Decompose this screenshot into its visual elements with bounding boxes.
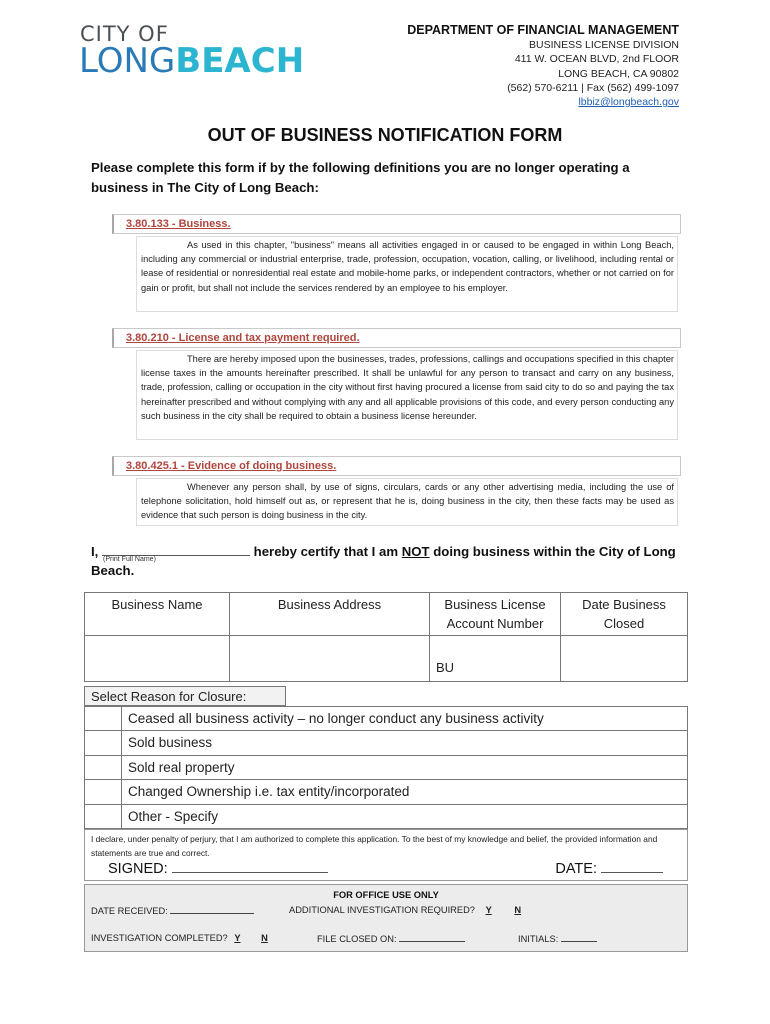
- additional-investigation: [289, 905, 521, 915]
- table-row: [85, 636, 688, 682]
- section-title: 3.80.210 - License and tax payment required.: [126, 332, 360, 344]
- phone-fax: (562) 570-6211 | Fax (562) 499-1097: [507, 81, 679, 94]
- closure-reason-list: [84, 706, 688, 829]
- section-text: As used in this chapter, "business" means all activities engaged in or caused to be engaged in within Long Beach, including any commercial or industrial enterprise, trade, profession, occupation, vocation, calling, or livelihood, including rental or lease of residential or nonresidential real estate and mobile-home parks, or independent contractors, whether or not carried on for gain or profit, but shall not include the services rendered by an employee to his employer.: [141, 240, 674, 293]
- additional-investigation-label: ADDITIONAL INVESTIGATION REQUIRED?: [289, 905, 475, 915]
- signature-field[interactable]: [172, 860, 328, 873]
- yes-option[interactable]: Y: [485, 905, 492, 915]
- cert-prefix: I,: [91, 544, 99, 559]
- initials-field[interactable]: [561, 933, 597, 942]
- logo-city-of: CITY OF: [80, 22, 169, 46]
- header-business-address: Business Address: [230, 593, 430, 636]
- yes-option[interactable]: Y: [234, 933, 241, 943]
- date-field[interactable]: [601, 860, 663, 873]
- reason-label: Ceased all business activity – no longer conduct any business activity: [128, 711, 544, 726]
- signed-label: SIGNED:: [108, 861, 168, 877]
- city-logo: [79, 41, 305, 81]
- declaration-box: [84, 829, 688, 881]
- reason-checkbox[interactable]: [85, 707, 122, 730]
- signature-section: [108, 860, 328, 877]
- date-received-field[interactable]: [170, 905, 254, 914]
- list-item: [84, 706, 688, 731]
- division-name: BUSINESS LICENSE DIVISION: [529, 39, 679, 52]
- reason-checkbox[interactable]: [85, 756, 122, 779]
- reason-label: Sold business: [128, 735, 213, 751]
- department-header: [407, 23, 679, 109]
- cert-text-before: hereby certify that I am: [253, 544, 399, 559]
- section-heading-evidence: [112, 456, 681, 476]
- date-received: [91, 905, 254, 916]
- no-option[interactable]: N: [514, 905, 522, 915]
- section-text: Whenever any person shall, by use of signs, circulars, cards or any other advertising media, including the use of telephone solicitation, hold himself out as, or represent that he is, doing business in the city, then these facts may be used as evidence that such person is doing business in the city.: [141, 482, 674, 521]
- initials: [518, 933, 597, 944]
- initials-label: INITIALS:: [518, 934, 559, 944]
- closure-reason-label: Select Reason for Closure:: [84, 686, 286, 706]
- reason-label: Sold real property: [128, 759, 235, 775]
- section-body-license: [136, 350, 678, 440]
- reason-checkbox[interactable]: [85, 780, 122, 803]
- list-item: [84, 780, 688, 804]
- declaration-text: I declare, under penalty of perjury, that I am authorized to complete this application. To the best of my knowledge and belief, the provided information and statements are true and correct.: [91, 834, 658, 858]
- list-item: [84, 756, 688, 780]
- header-business-name: Business Name: [85, 593, 230, 636]
- table-header-row: [85, 593, 688, 636]
- section-title: 3.80.133 - Business.: [126, 218, 231, 230]
- office-use-heading: FOR OFFICE USE ONLY: [333, 890, 439, 900]
- logo-long: LONG: [79, 41, 176, 81]
- business-address-field[interactable]: [230, 636, 430, 682]
- address-line-1: 411 W. OCEAN BLVD, 2nd FLOOR: [514, 53, 679, 66]
- list-item: [84, 731, 688, 755]
- investigation-completed: [91, 933, 268, 943]
- cert-not: NOT: [401, 544, 430, 559]
- list-item: [84, 805, 688, 829]
- section-title: 3.80.425.1 - Evidence of doing business.: [126, 460, 337, 472]
- business-name-field[interactable]: [85, 636, 230, 682]
- office-use-box: [84, 884, 688, 952]
- date-section: [555, 860, 663, 877]
- full-name-field[interactable]: [102, 544, 250, 556]
- file-closed-on: [317, 933, 465, 944]
- section-text: There are hereby imposed upon the businesses, trades, professions, callings and occupations specified in this chapter license taxes in the amounts hereinafter prescribed. It shall be unlawful for any person to transact and carry on any business, trade, profession, calling or occupation in the city without first having procured a license from said city to do so and paying the tax hereinafter prescribed and without complying with any and all applicable provisions of this code, and every person conducting any such business in the city shall be required to obtain a business license hereunder.: [141, 354, 674, 421]
- section-body-business: [136, 236, 678, 312]
- date-closed-field[interactable]: [561, 636, 688, 682]
- file-closed-field[interactable]: [399, 933, 465, 942]
- section-heading-business: [112, 214, 681, 234]
- section-body-evidence: [136, 478, 678, 526]
- email-link[interactable]: lbbiz@longbeach.gov: [578, 96, 679, 109]
- reason-label: Changed Ownership i.e. tax entity/incorporated: [128, 784, 410, 800]
- file-closed-label: FILE CLOSED ON:: [317, 934, 397, 944]
- form-title: OUT OF BUSINESS NOTIFICATION FORM: [207, 125, 563, 145]
- address-line-2: LONG BEACH, CA 90802: [558, 67, 679, 80]
- header-date-closed: Date Business Closed: [561, 593, 688, 636]
- date-label: DATE:: [555, 861, 597, 877]
- date-received-label: DATE RECEIVED:: [91, 906, 168, 916]
- license-account-field[interactable]: BU: [430, 636, 561, 682]
- header-license-account: Business License Account Number: [430, 593, 561, 636]
- section-heading-license: [112, 328, 681, 348]
- intro-text: Please complete this form if by the following definitions you are no longer operating a business in The City of Long Beach:: [91, 160, 630, 195]
- investigation-completed-label: INVESTIGATION COMPLETED?: [91, 933, 228, 943]
- business-table: [84, 592, 688, 682]
- no-option[interactable]: N: [261, 933, 268, 943]
- reason-checkbox[interactable]: [85, 805, 122, 828]
- print-name-label: (Print Full Name): [103, 556, 156, 563]
- certification-statement: [91, 542, 691, 580]
- department-name: DEPARTMENT OF FINANCIAL MANAGEMENT: [407, 23, 679, 37]
- logo-beach: BEACH: [175, 41, 305, 81]
- reason-checkbox[interactable]: [85, 731, 122, 754]
- cert-text-after: doing business within the City of Long Beach.: [91, 544, 676, 578]
- reason-label: Other - Specify: [128, 808, 219, 824]
